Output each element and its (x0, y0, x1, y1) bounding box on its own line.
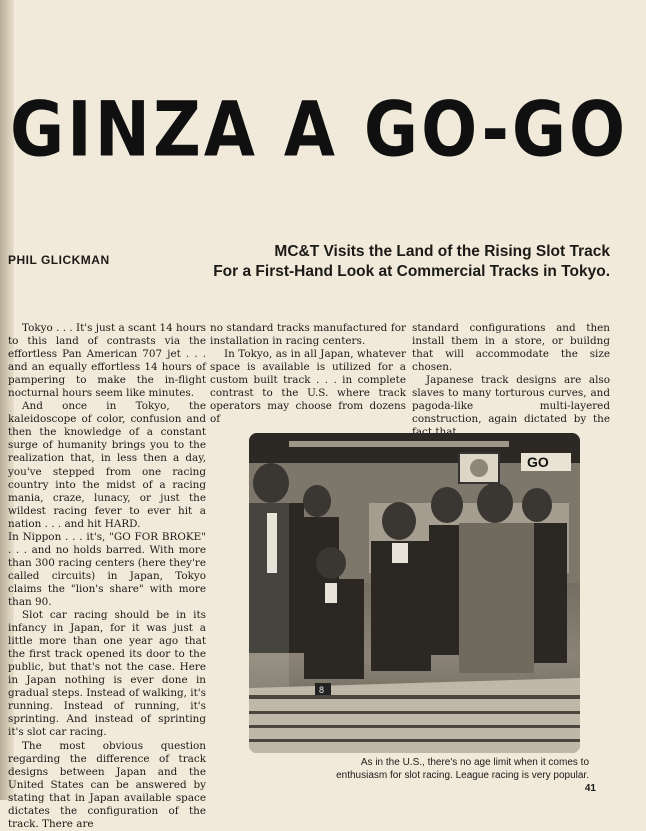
body-column-2 (210, 322, 406, 426)
paragraph: In Nippon . . . it's, "GO FOR BROKE" . . . and no holds barred. With more than 300 racing centers (here they're called circuits) in Japan, Tokyo claims the "lion's share" with more than 90. (8, 530, 206, 608)
paragraph: Tokyo . . . It's just a scant 14 hours to this land of contrasts via the effortless Pan American 707 jet . . . and an equally effortless 14 hours of pampering to make the in-flight nocturnal hours seem like minutes. (8, 322, 206, 400)
body-column-1 (8, 322, 206, 831)
article-title: GINZA A GO-GO (10, 85, 629, 174)
paragraph: Japanese track designs are also slaves to many torturous curves, and pagoda-like multi-layered construction, again dictated by the (412, 374, 610, 426)
photo-illustration (249, 433, 580, 753)
caption-line: As in the U.S., there's no age limit when it comes to (360, 757, 589, 768)
photo-caption (249, 756, 589, 782)
paragraph: no standard tracks manufactured for installation in racing centers. (210, 322, 406, 348)
caption-line: enthusiasm for slot racing. League racing is very popular. (336, 770, 589, 781)
paragraph: standard configurations and then install them in a store, or buildng that will accommodate the size chosen. (412, 322, 610, 374)
deck-line: For a First-Hand Look at Commercial Tracks in Tokyo. (213, 263, 610, 280)
paragraph: Slot car racing should be in its infancy in Japan, for it was just a little more than one year ago that the first track opened its door to the public, but that's not the case. Here in Japan nothing is ever done in gradual steps. Instead of walking, it's running. Instead of running, it's sprinting. And instead of sprinting it's slot car racing. (8, 609, 206, 739)
photo-slot-racing-crowd (249, 433, 580, 753)
article-deck (140, 242, 610, 282)
body-column-3 (412, 322, 610, 439)
lane-number: 8 (319, 685, 325, 695)
page-number: 41 (584, 783, 596, 794)
paragraph: And once in Tokyo, the kaleidoscope of color, confusion and then the knowledge of a constant surge of humanity brings you to the realization that, in less then a day, you've stepped from one racing country into the midst of a racing mania, craze, lunacy, or just the wildest racing fever to ever hit a nation . . . and hit HARD. (8, 400, 206, 530)
byline: PHIL GLICKMAN (8, 253, 110, 267)
paragraph: The most obvious question regarding the difference of track designs between Japan and the United States can be answered by stating that in Japan available space dictates the configuration of the track. There are (8, 739, 206, 830)
wall-sign: GO (527, 454, 549, 470)
deck-line: MC&T Visits the Land of the Rising Slot Track (274, 243, 610, 260)
paragraph: In Tokyo, as in all Japan, whatever space is available is utilized for a custom built track . . . in complete contrast to the U.S. where track operators may choose from dozens of (210, 348, 406, 426)
